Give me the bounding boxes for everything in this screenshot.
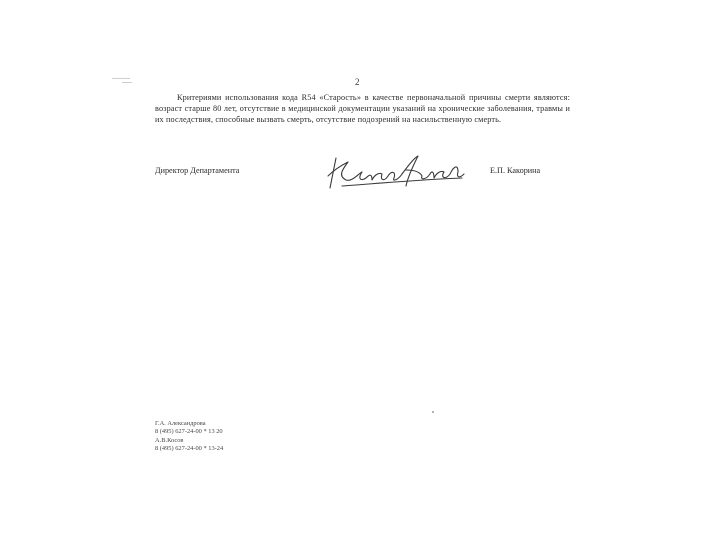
- scan-speck: [452, 168, 453, 169]
- handwritten-signature: [322, 150, 472, 198]
- contact-line: 8 (495) 627-24-00 * 13 20: [155, 428, 223, 436]
- contact-block: [155, 420, 223, 454]
- signatory-title: Директор Департамента: [155, 166, 240, 175]
- scan-artifact: [122, 82, 132, 83]
- scan-artifact: [112, 78, 130, 79]
- scan-speck: [432, 411, 434, 413]
- contact-line: А.В.Косов: [155, 436, 184, 444]
- body-paragraph: Критериями использования кода R54 «Старость» в качестве первоначальной причины смерти являются: возраст старше 80 лет, отсутствие в медицинской документации указаний на хронические заболевания, травмы и их последствия, способные вызвать смерть, отсутствие подозрений на насильственную смерть.: [155, 93, 570, 125]
- contact-line: 8 (495) 627-24-00 * 13-24: [155, 445, 224, 453]
- page-number: 2: [355, 77, 360, 87]
- signatory-name: Е.П. Какорина: [490, 166, 541, 175]
- contact-line: Г.А. Александрова: [155, 420, 206, 427]
